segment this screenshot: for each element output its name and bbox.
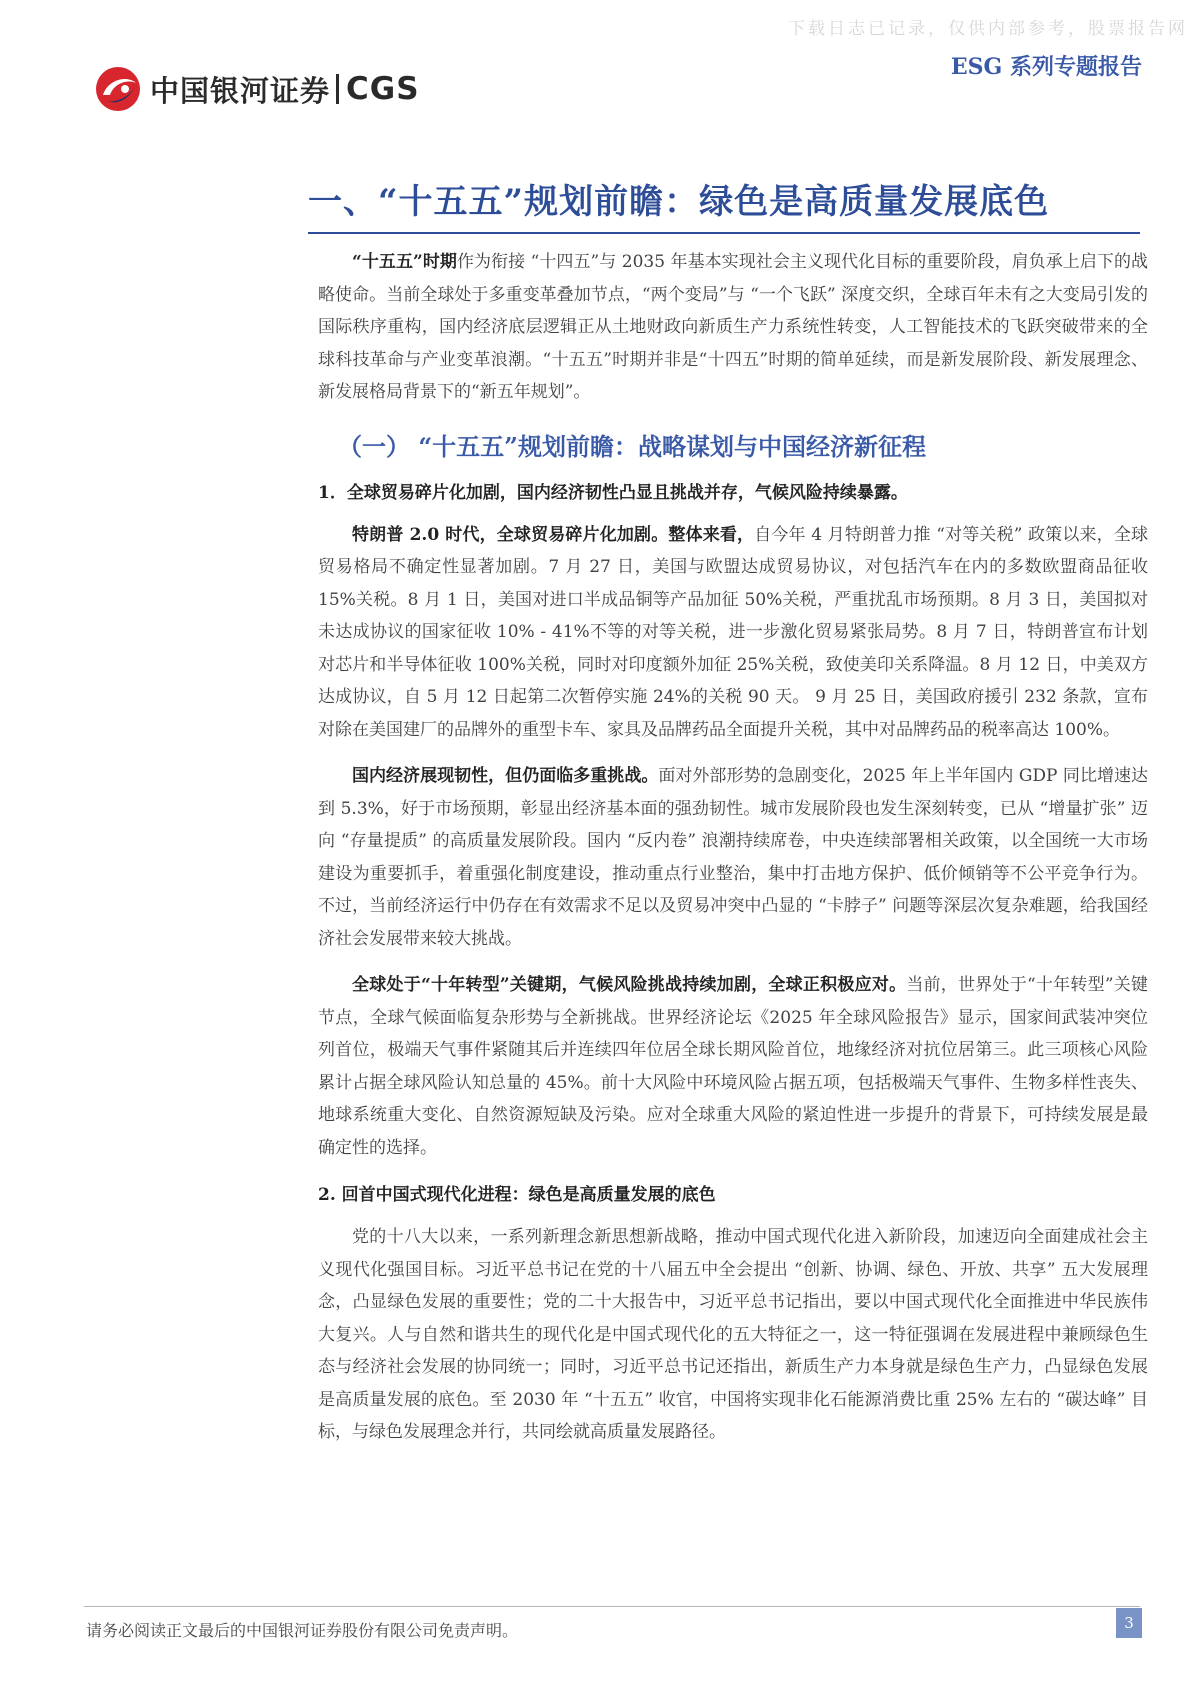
point2-paragraph-1 [318,1221,1148,1449]
company-logo [94,64,420,114]
main-content [318,246,1148,1463]
footer-disclaimer: 请务必阅读正文最后的中国银河证券股份有限公司免责声明。 [86,1621,519,1640]
point1-p1-text: 自今年 4 月特朗普力推 “对等关税” 政策以来，全球贸易格局不确定性显著加剧。7 月 27 日，美国与欧盟达成贸易协议，对包括汽车在内的多数欧盟商品征收 15%关税。8 月 1 日，美国对进口半成品铜等产品加征 50%关税，严重扰乱市场预期。8 月 3 日，美国拟对未达成协议的国家征收 10% - 41%不等的对等关税，进一步激化贸易紧张局势。8 月 7 日，特朗普宣布计划对芯片和半导体征收 100%关税，同时对印度额外加征 25%关税，致使美印关系降温。8 月 12 日，中美双方达成协议，自 5 月 12 日起第二次暂停实施 24%的关税 90 天。 9 月 25 日，美国政府援引 232 条款，宣布对除在美国建厂的品牌外的重型卡车、家具及品牌药品全面提升关税，其中对品牌药品的税率高达 100%。 [318,524,1148,740]
brand-name-cn: 中国银河证券 [150,73,331,108]
point2-heading: 2. 回首中国式现代化进程：绿色是高质量发展的底色 [318,1185,716,1205]
section-title: 一、“十五五”规划前瞻：绿色是高质量发展底色 [308,182,1050,222]
point1-p1-bold: 特朗普 2.0 时代，全球贸易碎片化加剧。整体来看， [352,524,755,545]
footer-divider [84,1606,1140,1607]
page-number-badge: 3 [1116,1608,1142,1638]
report-series-title: ESG 系列专题报告 [950,54,1142,80]
point1-heading: 1．全球贸易碎片化加剧，国内经济韧性凸显且挑战并存，气候风险持续暴露。 [318,482,908,503]
intro-text: 作为衔接 “十四五”与 2035 年基本实现社会主义现代化目标的重要阶段，肩负承上启下的战略使命。当前全球处于多重变革叠加节点，“两个变局”与 “一个飞跃” 深度交织，全球百年未有之大变局引发的国际秩序重构，国内经济底层逻辑正从土地财政向新质生产力系统性转变，人工智能技术的飞跃突破带来的全球科技革命与产业变革浪潮。“十五五”时期并非是“十四五”时期的简单延续，而是新发展阶段、新发展理念、新发展格局背景下的“新五年规划”。 [318,252,1149,402]
subsection-title: （一） “十五五”规划前瞻：战略谋划与中国经济新征程 [338,431,926,461]
brand-name-en: CGS [346,71,420,107]
section-title-underline [308,232,1140,234]
watermark-text: 下载日志已记录，仅供内部参考，股票报告网 [788,19,1188,39]
point1-paragraph-2 [318,760,1148,955]
point1-paragraph-1 [318,519,1148,747]
galaxy-logo-icon [94,65,142,113]
point2-p1-text: 党的十八大以来，一系列新理念新思想新战略，推动中国式现代化进入新阶段，加速迈向全面建成社会主义现代化强国目标。习近平总书记在党的十八届五中全会提出 “创新、协调、绿色、开放、共享” 五大发展理念，凸显绿色发展的重要性；党的二十大报告中，习近平总书记指出，要以中国式现代化全面推进中华民族伟大复兴。人与自然和谐共生的现代化是中国式现代化的五大特征之一，这一特征强调在发展进程中兼顾绿色生态与经济社会发展的协同统一；同时，习近平总书记还指出，新质生产力本身就是绿色生产力，凸显绿色发展是高质量发展的底色。至 2030 年 “十五五” 收官，中国将实现非化石能源消费比重 25% 左右的 “碳达峰” 目标，与绿色发展理念并行，共同绘就高质量发展路径。 [318,1227,1148,1442]
point1-p2-bold: 国内经济展现韧性，但仍面临多重挑战。 [352,766,659,786]
logo-divider [336,74,339,104]
point1-paragraph-3 [318,969,1148,1164]
point1-p3-bold: 全球处于“十年转型”关键期，气候风险挑战持续加剧，全球正积极应对。 [352,975,907,995]
intro-paragraph [318,246,1148,409]
point1-p3-text: 当前，世界处于“十年转型”关键节点，全球气候面临复杂形势与全新挑战。世界经济论坛《2025 年全球风险报告》显示，国家间武装冲突位列首位，极端天气事件紧随其后并连续四年位居全球长期风险首位，地缘经济对抗位居第三。此三项核心风险累计占据全球风险认知总量的 45%。前十大风险中环境风险占据五项，包括极端天气事件、生物多样性丧失、地球系统重大变化、自然资源短缺及污染。应对全球重大风险的紧迫性进一步提升的背景下，可持续发展是最确定性的选择。 [318,975,1148,1158]
point1-p2-text: 面对外部形势的急剧变化，2025 年上半年国内 GDP 同比增速达到 5.3%，好于市场预期，彰显出经济基本面的强劲韧性。城市发展阶段也发生深刻转变，已从 “增量扩张” 迈向 “存量提质” 的高质量发展阶段。国内 “反内卷” 浪潮持续席卷，中央连续部署相关政策，以全国统一大市场建设为重要抓手，着重强化制度建设，推动重点行业整治，集中打击地方保护、低价倾销等不公平竞争行为。不过，当前经济运行中仍存在有效需求不足以及贸易冲突中凸显的 “卡脖子” 问题等深层次复杂难题，给我国经济社会发展带来较大挑战。 [318,766,1149,949]
intro-bold-lead: “十五五”时期 [352,252,457,272]
